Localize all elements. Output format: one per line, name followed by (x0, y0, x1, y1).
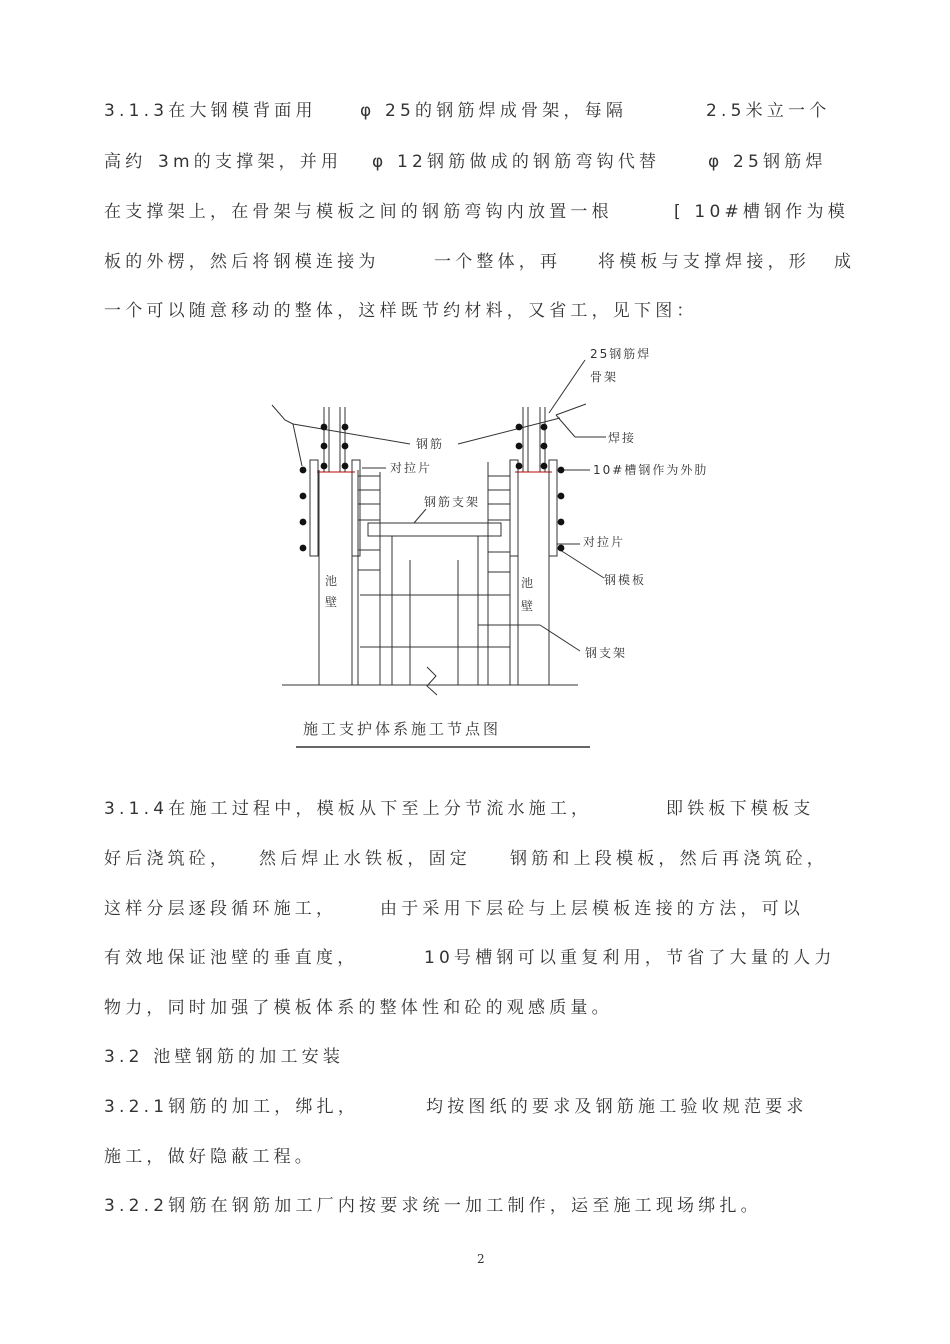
p313-l3-a: 在支撑架上，在骨架与模板之间的钢筋弯钩内放置一根 (104, 202, 613, 222)
p314-l2-b: 然后焊止水铁板，固定 (259, 849, 471, 869)
p314-l4-b: 10号槽钢可以重复利用，节省了大量的人力 (424, 948, 836, 968)
label-wall-left-1: 池 (325, 574, 340, 588)
dot-l3 (321, 463, 328, 470)
label-crossbar: 钢筋支架 (424, 495, 481, 509)
p313-l5-a: 一个可以随意移动的整体，这样既节约材料，又省工，见下图： (104, 301, 698, 321)
left-inner-formwork (352, 460, 360, 556)
label-bar25-line1: 25钢筋焊 (590, 347, 652, 361)
dot-l10 (300, 545, 307, 552)
p321-l2-a: 施工，做好隐蔽工程。 (104, 1147, 316, 1167)
p314-l1-b: 即铁板下模板支 (666, 799, 815, 819)
leader-frame-a (540, 625, 580, 651)
leader-bar-left (293, 424, 410, 444)
leader-weld-a (556, 404, 586, 415)
p321-l1-b: 均按图纸的要求及钢筋施工验收规范要求 (426, 1097, 808, 1117)
p313-l1-a: 3.1.3在大钢模背面用 (104, 101, 317, 121)
leader-bar25 (549, 360, 585, 413)
label-channel: 10#槽钢作为外肋 (593, 463, 709, 477)
dot-r3 (516, 463, 523, 470)
p313-l1-c: 2.5米立一个 (706, 101, 831, 121)
leader-bar-left-b (293, 424, 302, 466)
page-number: 2 (477, 1252, 485, 1266)
p322-l1-a: 3.2.2钢筋在钢筋加工厂内按要求统一加工制作，运至施工现场绑扎。 (104, 1196, 762, 1216)
p314-l2-c: 钢筋和上段模板，然后再浇筑砼， (510, 849, 828, 869)
rebar-dots (300, 424, 565, 552)
dot-l5 (342, 443, 349, 450)
leader-bar-right (458, 418, 560, 444)
dot-r9 (558, 519, 565, 526)
dot-l2 (321, 443, 328, 450)
dot-l6 (342, 463, 349, 470)
p313-l4-c: 将模板与支撑焊接，形 (598, 252, 810, 272)
label-weld: 焊接 (608, 431, 637, 445)
p313-l4-d: 成 (834, 252, 856, 272)
p313-l2-a: 高约 (104, 152, 147, 172)
dot-l1 (321, 424, 328, 431)
label-wall-right-2: 壁 (521, 599, 536, 613)
label-frame: 钢支架 (585, 646, 628, 660)
p313-l3-b: [ 10#槽钢作为模 (674, 202, 849, 222)
p314-l3-b: 由于采用下层砼与上层模板连接的方法，可以 (380, 899, 804, 919)
label-bar-left: 钢筋 (416, 437, 445, 451)
p313-l2-c: φ 12钢筋做成的钢筋弯钩代替 (372, 152, 661, 172)
label-wall-left-2: 壁 (325, 595, 340, 609)
dot-r4 (541, 424, 548, 431)
p313-l1-b: φ 25的钢筋焊成骨架，每隔 (360, 101, 628, 121)
dot-l4 (342, 424, 349, 431)
leader-formwork (557, 548, 604, 578)
top-beam (368, 523, 501, 536)
p313-l2-b: 3m的支撑架，并用 (158, 152, 343, 172)
dot-r2 (516, 443, 523, 450)
right-outer-formwork (549, 460, 557, 556)
label-wall-right-1: 池 (521, 576, 536, 590)
break-mark (427, 667, 437, 695)
p314-l1-a: 3.1.4在施工过程中，模板从下至上分节流水施工， (104, 799, 593, 819)
p313-l4-b: 一个整体，再 (434, 252, 562, 272)
p314-l4-a: 有效地保证池壁的垂直度， (104, 948, 359, 968)
label-bar25-line2: 骨架 (590, 370, 619, 384)
right-inner-formwork (510, 460, 518, 556)
dot-r5 (541, 443, 548, 450)
dot-l8 (300, 493, 307, 500)
dot-l9 (300, 519, 307, 526)
dot-r7 (558, 467, 565, 474)
p314-l2-a: 好后浇筑砼， (104, 849, 232, 869)
p314-l3-a: 这样分层逐段循环施工， (104, 899, 338, 919)
dot-r10 (558, 545, 565, 552)
label-formwork: 钢模板 (604, 573, 647, 587)
leader-weld-b (556, 415, 575, 437)
label-plate-right: 对拉片 (583, 535, 626, 549)
p313-l4-a: 板的外楞，然后将钢模连接为 (104, 252, 380, 272)
section-heading-3-2: 3.2 池壁钢筋的加工安装 (104, 1047, 345, 1067)
dot-r1 (516, 424, 523, 431)
p313-l2-d: φ 25钢筋焊 (708, 152, 827, 172)
dot-r8 (558, 493, 565, 500)
leader-tick-left (272, 405, 293, 424)
dot-r6 (541, 463, 548, 470)
figure-caption: 施工支护体系施工节点图 (303, 720, 502, 738)
dot-l7 (300, 467, 307, 474)
leader-crossbar (414, 509, 426, 523)
p314-l5-a: 物力，同时加强了模板体系的整体性和砼的观感质量。 (104, 998, 613, 1018)
left-outer-formwork (310, 460, 318, 556)
p321-l1-a: 3.2.1钢筋的加工，绑扎， (104, 1097, 360, 1117)
label-plate-left: 对拉片 (390, 461, 433, 475)
